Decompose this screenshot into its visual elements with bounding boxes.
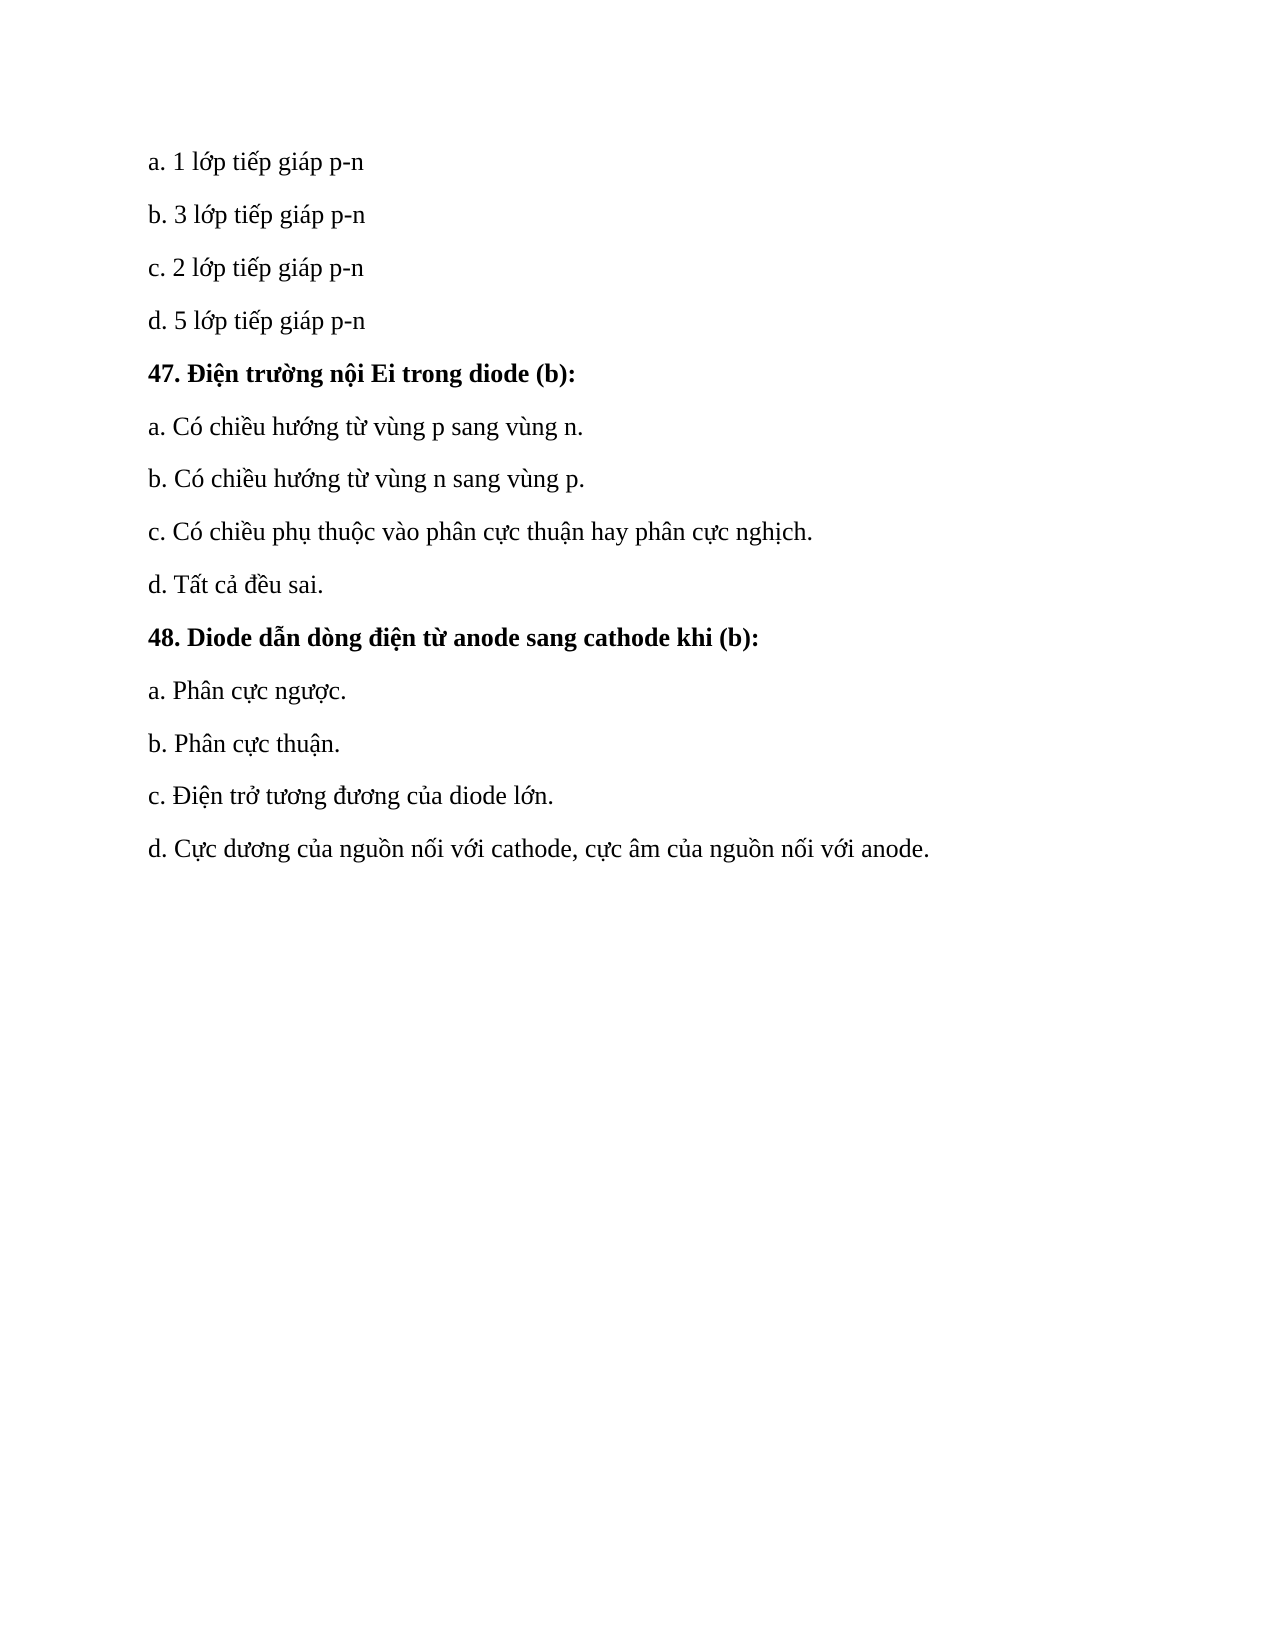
option-a-prev: a. 1 lớp tiếp giáp p-n bbox=[148, 147, 364, 176]
question-48-option-d: d. Cực dương của nguồn nối với cathode, cực âm của nguồn nối với anode. bbox=[148, 834, 930, 863]
question-47-option-c: c. Có chiều phụ thuộc vào phân cực thuận hay phân cực nghịch. bbox=[148, 517, 813, 546]
option-c-prev: c. 2 lớp tiếp giáp p-n bbox=[148, 253, 364, 282]
question-48-heading: 48. Diode dẫn dòng điện từ anode sang cathode khi (b): bbox=[148, 623, 760, 652]
question-48-option-a: a. Phân cực ngược. bbox=[148, 676, 347, 705]
question-48-option-b: b. Phân cực thuận. bbox=[148, 729, 341, 758]
question-47-option-d: d. Tất cả đều sai. bbox=[148, 570, 324, 599]
option-d-prev: d. 5 lớp tiếp giáp p-n bbox=[148, 306, 366, 335]
option-b-prev: b. 3 lớp tiếp giáp p-n bbox=[148, 200, 366, 229]
question-48-option-c: c. Điện trở tương đương của diode lớn. bbox=[148, 781, 554, 810]
question-47-option-b: b. Có chiều hướng từ vùng n sang vùng p. bbox=[148, 464, 585, 493]
question-47-heading: 47. Điện trường nội Ei trong diode (b): bbox=[148, 359, 577, 388]
question-47-option-a: a. Có chiều hướng từ vùng p sang vùng n. bbox=[148, 412, 584, 441]
